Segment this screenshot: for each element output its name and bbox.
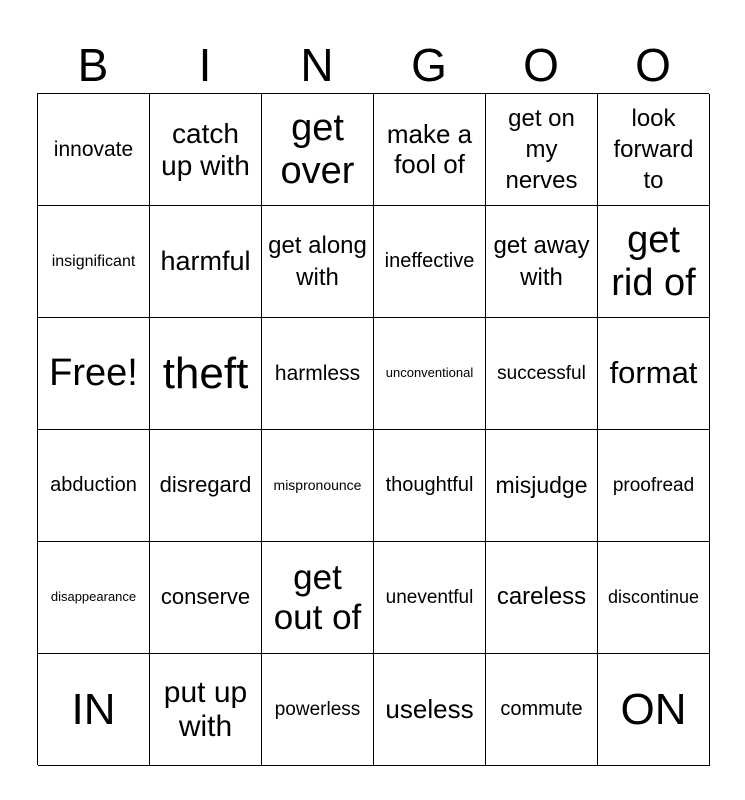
bingo-cell[interactable] [486, 430, 598, 542]
cell-text: abduction [50, 474, 137, 497]
bingo-header [37, 36, 709, 94]
bingo-cell[interactable] [38, 94, 150, 206]
cell-text: harmful [160, 246, 251, 277]
cell-text: Free! [49, 352, 138, 395]
cell-text: harmless [274, 361, 361, 385]
cell-text: mispronounce [273, 476, 362, 493]
header-letter-b: B [77, 39, 109, 91]
cell-text: get over [280, 106, 355, 192]
bingo-cell[interactable] [486, 318, 598, 430]
bingo-cell[interactable] [598, 654, 710, 766]
bingo-cell[interactable] [262, 206, 374, 318]
cell-text: get out of [273, 558, 362, 637]
bingo-cell[interactable] [374, 318, 486, 430]
cell-text: discontinue [607, 587, 700, 608]
bingo-cell[interactable] [598, 318, 710, 430]
bingo-board [37, 93, 709, 765]
cell-text: format [609, 355, 698, 391]
cell-text: uneventful [385, 586, 474, 608]
bingo-cell[interactable] [598, 206, 710, 318]
bingo-cell[interactable] [374, 206, 486, 318]
cell-text: theft [162, 348, 249, 398]
bingo-cell[interactable] [150, 318, 262, 430]
cell-text: useless [385, 693, 474, 724]
cell-text: put up with [163, 675, 248, 743]
bingo-cell[interactable] [486, 94, 598, 206]
cell-text: disregard [159, 472, 252, 498]
bingo-cell[interactable] [38, 318, 150, 430]
cell-text: ineffective [384, 250, 475, 273]
cell-text: commute [500, 698, 583, 721]
header-letter-o-2: O [635, 39, 671, 91]
bingo-cell[interactable] [598, 430, 710, 542]
cell-text: successful [497, 362, 586, 384]
cell-text: make a fool of [386, 119, 473, 179]
bingo-cell[interactable] [38, 542, 150, 654]
bingo-cell[interactable] [262, 654, 374, 766]
bingo-cell[interactable] [486, 206, 598, 318]
header-letter-g: G [411, 39, 447, 91]
header-letter-n: N [300, 39, 334, 91]
cell-text: look forward to [613, 104, 694, 195]
cell-text: innovate [53, 137, 134, 161]
bingo-cell[interactable] [38, 430, 150, 542]
cell-text: IN [71, 684, 116, 734]
cell-text: get away with [493, 232, 590, 291]
bingo-cell[interactable] [598, 94, 710, 206]
bingo-cell[interactable] [374, 94, 486, 206]
cell-text: thoughtful [385, 474, 474, 497]
cell-text: unconventional [385, 365, 474, 381]
cell-text: insignificant [51, 252, 136, 270]
bingo-cell[interactable] [486, 654, 598, 766]
header-letter-o: O [523, 39, 559, 91]
cell-text: get on my nerves [505, 104, 578, 195]
cell-text: powerless [274, 698, 361, 720]
bingo-cell[interactable] [262, 94, 374, 206]
bingo-cell[interactable] [150, 542, 262, 654]
cell-text: proofread [612, 474, 695, 496]
bingo-cell[interactable] [150, 654, 262, 766]
bingo-cell[interactable] [486, 542, 598, 654]
cell-text: conserve [160, 584, 251, 610]
bingo-cell[interactable] [150, 206, 262, 318]
bingo-cell[interactable] [150, 430, 262, 542]
bingo-cell[interactable] [262, 542, 374, 654]
bingo-cell[interactable] [374, 542, 486, 654]
cell-text: get along with [268, 232, 367, 291]
bingo-cell[interactable] [262, 318, 374, 430]
cell-text: ON [620, 684, 687, 734]
header-letter-i: I [198, 39, 212, 91]
cell-text: get rid of [611, 218, 696, 304]
bingo-cell[interactable] [374, 430, 486, 542]
bingo-cell[interactable] [598, 542, 710, 654]
bingo-cell[interactable] [374, 654, 486, 766]
cell-text: careless [496, 583, 587, 611]
cell-text: misjudge [495, 471, 588, 498]
bingo-cell[interactable] [262, 430, 374, 542]
cell-text: disappearance [50, 589, 137, 605]
bingo-cell[interactable] [38, 654, 150, 766]
cell-text: catch up with [161, 118, 250, 181]
bingo-cell[interactable] [150, 94, 262, 206]
bingo-cell[interactable] [38, 206, 150, 318]
